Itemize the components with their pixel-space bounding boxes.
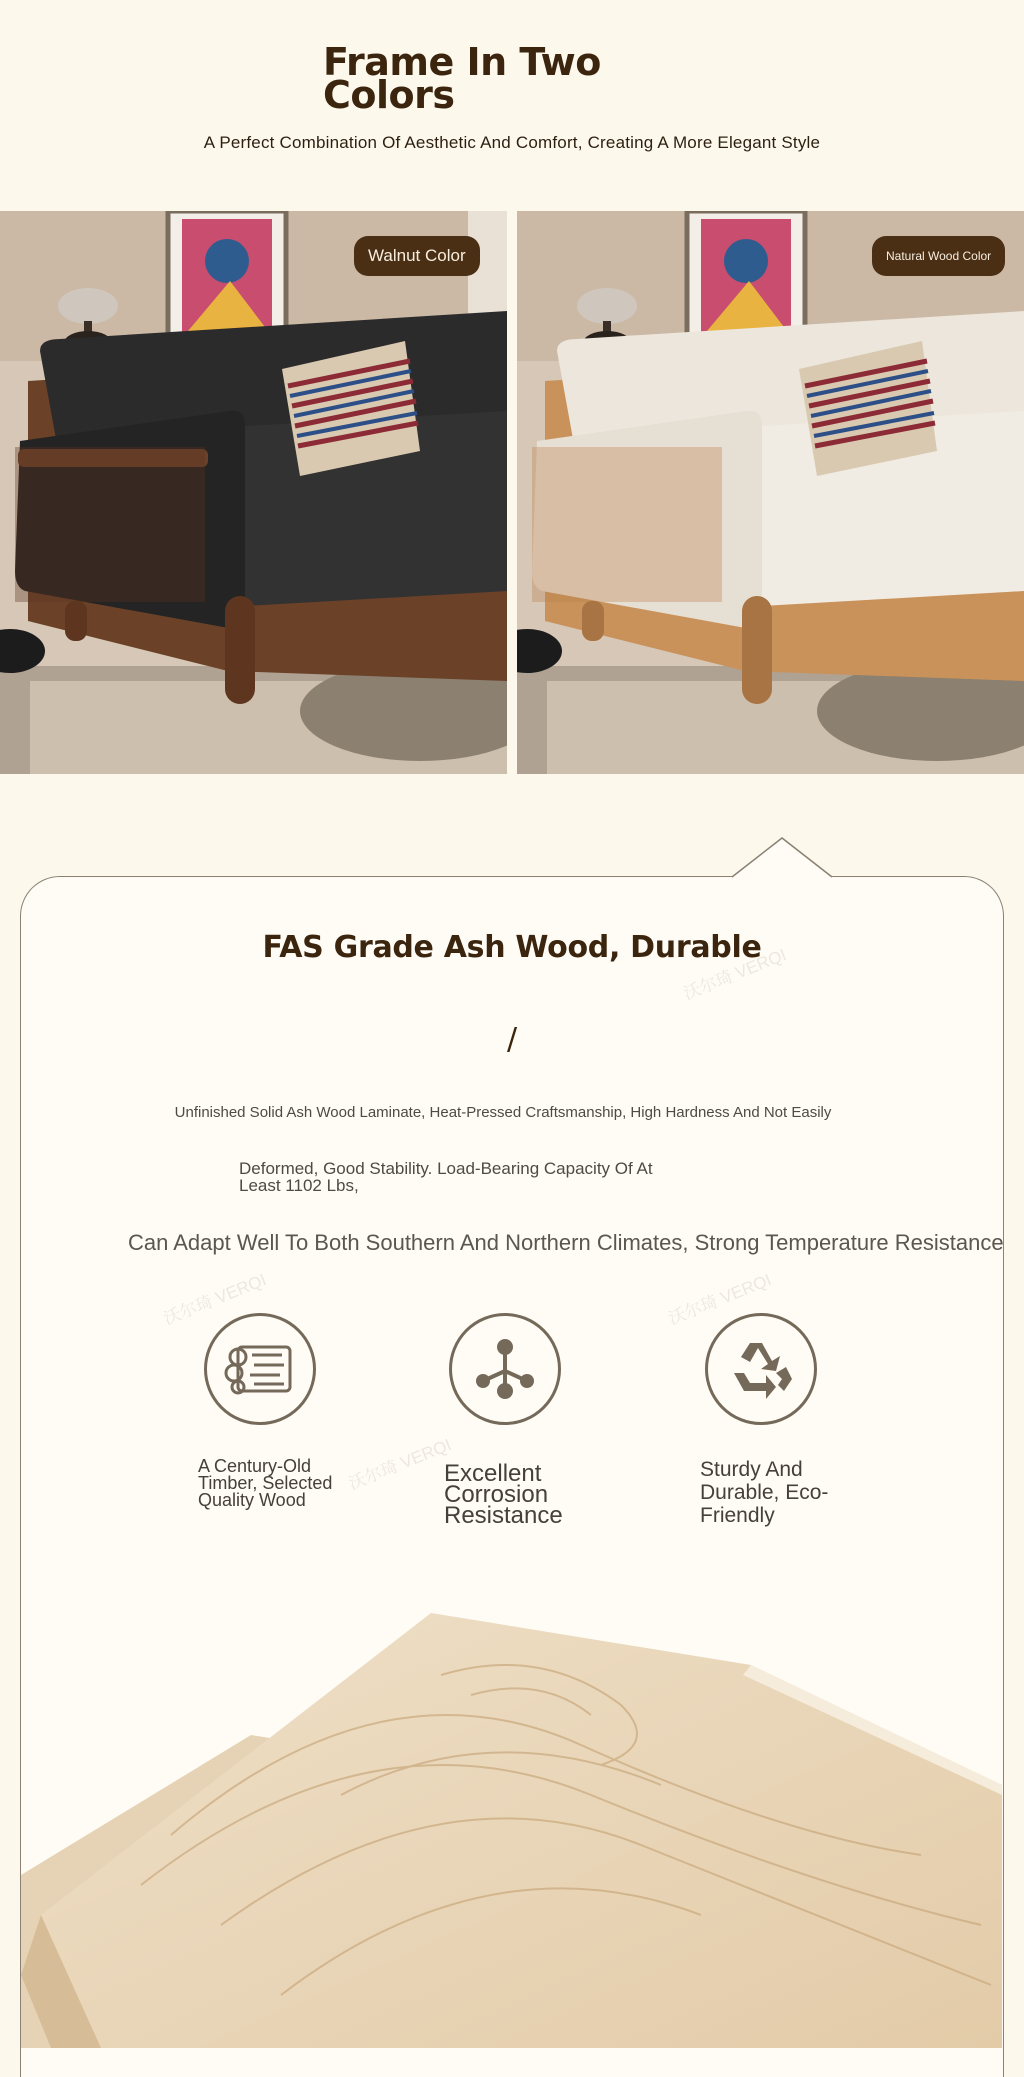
- watermark: 沃尔琦 VERQI: [666, 1270, 774, 1329]
- walnut-color-badge: Walnut Color: [354, 236, 480, 276]
- watermark: 沃尔琦 VERQI: [346, 1435, 454, 1494]
- natural-sofa-image: [517, 211, 1024, 774]
- watermark: 沃尔琦 VERQI: [681, 945, 789, 1004]
- recycle-icon: [705, 1313, 817, 1425]
- description-line-1: Unfinished Solid Ash Wood Laminate, Heat-Pressed Craftsmanship, High Hardness And Not Easily: [174, 1104, 832, 1121]
- section-title: FAS Grade Ash Wood, Durable: [262, 930, 762, 965]
- description-line-2: Deformed, Good Stability. Load-Bearing Capacity Of At Least 1102 Lbs,: [239, 1159, 653, 1195]
- section-divider: /: [506, 1022, 518, 1057]
- feature-label-corrosion: Excellent Corrosion Resistance: [444, 1460, 563, 1529]
- page-subtitle: A Perfect Combination Of Aesthetic And Comfort, Creating A More Elegant Style: [203, 133, 821, 152]
- logs-icon: [204, 1313, 316, 1425]
- walnut-sofa-image: [0, 211, 507, 774]
- page-title: Frame In Two Colors: [323, 40, 601, 117]
- natural-color-badge: Natural Wood Color: [872, 236, 1005, 276]
- feature-label-timber: A Century-Old Timber, Selected Quality Wood: [198, 1456, 333, 1510]
- ash-wood-block-image: [21, 1595, 1002, 2048]
- description-line-3: Can Adapt Well To Both Southern And Northern Climates, Strong Temperature Resistance: [128, 1230, 1004, 1255]
- molecule-icon: [449, 1313, 561, 1425]
- feature-label-eco: Sturdy And Durable, Eco-Friendly: [700, 1458, 829, 1527]
- watermark: 沃尔琦 VERQI: [161, 1270, 269, 1329]
- frame-notch: [732, 836, 832, 880]
